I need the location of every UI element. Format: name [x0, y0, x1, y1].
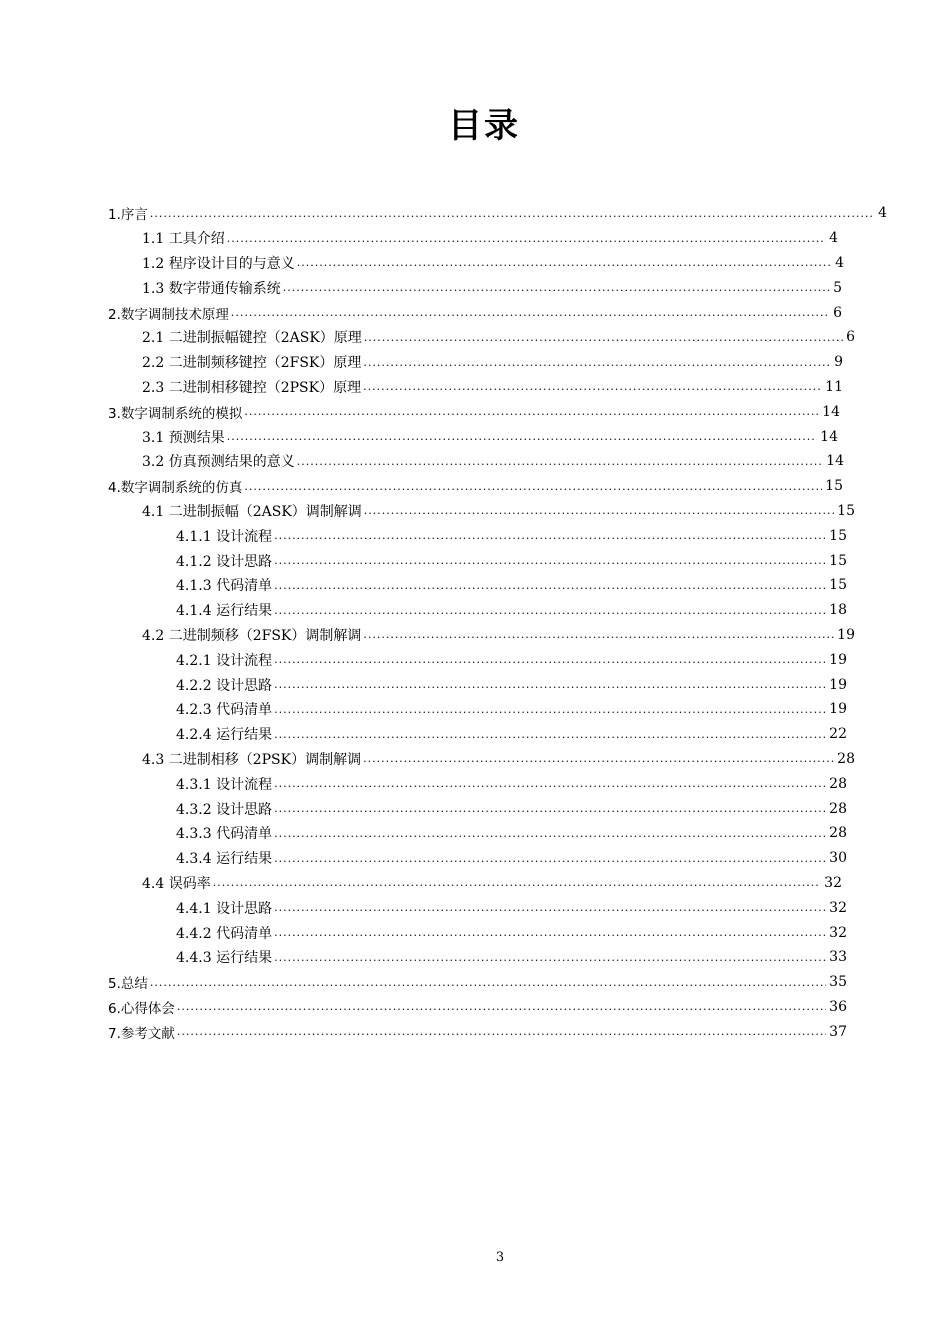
toc-entry[interactable] [0, 499, 855, 524]
toc-entry[interactable] [0, 920, 847, 945]
toc-entry-page: 9 [834, 354, 843, 371]
toc-entry[interactable] [0, 375, 843, 400]
toc-leader-dots [274, 852, 826, 865]
toc-entry[interactable] [0, 424, 838, 449]
toc-entry-page: 22 [829, 726, 847, 743]
toc-entry[interactable] [0, 821, 847, 846]
toc-entry-label: 4.3 二进制相移（2PSK）调制解调 [142, 751, 362, 768]
toc-entry-label: 1.1 工具介绍 [142, 231, 225, 248]
toc-entry-page: 14 [820, 428, 838, 445]
toc-entry-page: 15 [829, 577, 847, 594]
toc-entry-page: 36 [829, 998, 847, 1015]
toc-entry-page: 33 [829, 949, 847, 966]
toc-entry[interactable] [0, 350, 843, 375]
toc-leader-dots [244, 480, 822, 493]
toc-leader-dots [364, 504, 834, 517]
toc-leader-dots [283, 281, 830, 294]
toc-entry[interactable] [0, 573, 847, 598]
toc-entry-page: 11 [825, 378, 843, 395]
toc-entry[interactable] [0, 895, 847, 920]
toc-entry-label: 7.参考文献 [108, 1025, 175, 1042]
toc-entry-label: 4.数字调制系统的仿真 [108, 480, 243, 497]
toc-leader-dots [150, 976, 826, 989]
toc-leader-dots [213, 876, 821, 889]
toc-entry-page: 14 [822, 403, 840, 420]
toc-entry-page: 37 [829, 1023, 847, 1040]
toc-entry-page: 5 [833, 279, 842, 296]
toc-leader-dots [363, 628, 834, 641]
toc-leader-dots [177, 1000, 826, 1013]
toc-leader-dots [364, 331, 843, 344]
toc-entry[interactable] [0, 647, 847, 672]
toc-entry[interactable] [0, 771, 847, 796]
toc-entry-page: 32 [829, 924, 847, 941]
toc-entry[interactable] [0, 598, 847, 623]
toc-leader-dots [274, 827, 826, 840]
toc-leader-dots [274, 703, 826, 716]
toc-entry-label: 4.1.1 设计流程 [176, 528, 273, 545]
toc-entry[interactable] [0, 300, 842, 325]
toc-entry-label: 2.数字调制技术原理 [108, 306, 229, 323]
toc-entry-label: 4.2.1 设计流程 [176, 652, 273, 669]
toc-entry-label: 1.序言 [108, 207, 148, 224]
toc-entry[interactable] [0, 251, 844, 276]
toc-entry-label: 1.3 数字带通传输系统 [142, 280, 281, 297]
toc-entry-label: 2.1 二进制振幅键控（2ASK）原理 [142, 330, 362, 347]
toc-leader-dots [363, 380, 822, 393]
toc-entry-label: 3.数字调制系统的模拟 [108, 405, 243, 422]
toc-entry-page: 4 [835, 254, 844, 271]
toc-entry[interactable] [0, 945, 847, 970]
toc-entry-label: 1.2 程序设计目的与意义 [142, 255, 295, 272]
toc-entry-label: 3.1 预测结果 [142, 429, 225, 446]
toc-entry[interactable] [0, 623, 855, 648]
toc-leader-dots [363, 356, 831, 369]
table-of-contents [0, 201, 950, 1044]
toc-leader-dots [297, 455, 823, 468]
toc-entry[interactable] [0, 697, 847, 722]
toc-entry[interactable] [0, 449, 844, 474]
toc-entry-page: 14 [826, 453, 844, 470]
toc-entry-page: 18 [829, 602, 847, 619]
toc-entry[interactable] [0, 474, 843, 499]
toc-leader-dots [274, 926, 826, 939]
toc-entry-label: 4.1.4 运行结果 [176, 603, 273, 620]
toc-entry-page: 32 [824, 874, 842, 891]
toc-entry-page: 28 [829, 825, 847, 842]
toc-entry-page: 15 [829, 527, 847, 544]
toc-entry-page: 35 [829, 974, 847, 991]
toc-entry[interactable] [0, 846, 847, 871]
toc-entry-page: 28 [829, 800, 847, 817]
toc-entry[interactable] [0, 747, 855, 772]
toc-leader-dots [150, 207, 875, 220]
toc-leader-dots [274, 653, 826, 666]
toc-entry-page: 6 [833, 304, 842, 321]
toc-leader-dots [231, 306, 830, 319]
toc-entry-label: 4.4.1 设计思路 [176, 900, 273, 917]
toc-entry-page: 28 [829, 775, 847, 792]
toc-entry-label: 4.1 二进制振幅（2ASK）调制解调 [142, 503, 362, 520]
toc-leader-dots [177, 1025, 826, 1038]
toc-leader-dots [363, 752, 834, 765]
toc-leader-dots [274, 802, 826, 815]
toc-entry-label: 4.2.3 代码清单 [176, 702, 273, 719]
toc-entry-label: 4.3.1 设计流程 [176, 776, 273, 793]
toc-leader-dots [274, 554, 826, 567]
toc-entry-page: 32 [829, 899, 847, 916]
toc-leader-dots [274, 777, 826, 790]
toc-leader-dots [274, 604, 826, 617]
toc-entry-label: 4.4.2 代码清单 [176, 925, 273, 942]
toc-leader-dots [227, 430, 817, 443]
toc-entry-page: 4 [878, 205, 887, 222]
toc-entry-page: 19 [829, 701, 847, 718]
toc-entry[interactable] [0, 275, 842, 300]
toc-leader-dots [274, 901, 826, 914]
toc-entry-label: 6.心得体会 [108, 1000, 175, 1017]
toc-entry[interactable] [0, 970, 847, 995]
toc-entry-page: 19 [829, 676, 847, 693]
toc-entry[interactable] [0, 201, 887, 226]
toc-entry-page: 30 [829, 850, 847, 867]
toc-entry-page: 6 [846, 329, 855, 346]
toc-entry[interactable] [0, 871, 842, 896]
toc-entry-label: 4.2 二进制频移（2FSK）调制解调 [142, 627, 362, 644]
toc-entry-label: 4.1.2 设计思路 [176, 553, 273, 570]
page-title: 目录 [448, 106, 520, 146]
toc-entry[interactable] [0, 722, 847, 747]
toc-entry-page: 28 [837, 750, 855, 767]
toc-entry-page: 4 [829, 230, 838, 247]
toc-entry[interactable] [0, 1019, 847, 1044]
toc-leader-dots [244, 405, 819, 418]
toc-entry[interactable] [0, 995, 847, 1020]
toc-entry-label: 4.1.3 代码清单 [176, 578, 273, 595]
toc-entry-page: 15 [837, 502, 855, 519]
toc-entry[interactable] [0, 523, 847, 548]
toc-entry-page: 15 [825, 478, 843, 495]
toc-leader-dots [274, 951, 826, 964]
toc-entry-page: 19 [829, 651, 847, 668]
toc-leader-dots [274, 529, 826, 542]
toc-entry-label: 3.2 仿真预测结果的意义 [142, 454, 295, 471]
toc-entry[interactable] [0, 672, 847, 697]
toc-leader-dots [274, 579, 826, 592]
toc-entry-label: 4.3.3 代码清单 [176, 826, 273, 843]
toc-leader-dots [274, 678, 826, 691]
toc-entry-page: 15 [829, 552, 847, 569]
toc-leader-dots [274, 728, 826, 741]
toc-entry-label: 4.2.4 运行结果 [176, 727, 273, 744]
toc-entry-label: 5.总结 [108, 976, 148, 993]
toc-entry-label: 2.3 二进制相移键控（2PSK）原理 [142, 379, 362, 396]
toc-entry-label: 4.4 误码率 [142, 875, 211, 892]
toc-entry-label: 4.4.3 运行结果 [176, 950, 273, 967]
toc-entry[interactable] [0, 399, 840, 424]
toc-entry[interactable] [0, 226, 838, 251]
toc-leader-dots [227, 232, 826, 245]
toc-entry[interactable] [0, 325, 855, 350]
toc-entry-label: 4.2.2 设计思路 [176, 677, 273, 694]
toc-entry[interactable] [0, 796, 847, 821]
toc-entry[interactable] [0, 548, 847, 573]
toc-entry-label: 4.3.2 设计思路 [176, 801, 273, 818]
toc-entry-page: 19 [837, 626, 855, 643]
toc-entry-label: 2.2 二进制频移键控（2FSK）原理 [142, 355, 362, 372]
toc-entry-label: 4.3.4 运行结果 [176, 851, 273, 868]
toc-leader-dots [297, 256, 832, 269]
page-number: 3 [495, 1250, 505, 1265]
